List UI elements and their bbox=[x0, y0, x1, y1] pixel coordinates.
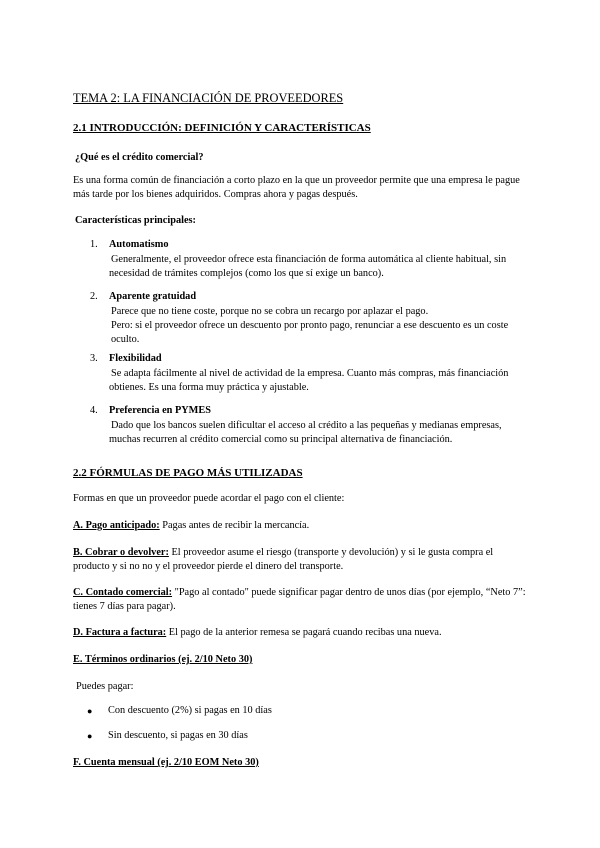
feature-description: Dado que los bancos suelen dificultar el acceso al crédito a las pequeñas y medianas empresas, muchas recurren al crédito comercial como su principal alternativa de financiación. bbox=[109, 420, 502, 445]
payment-option bbox=[73, 586, 528, 614]
feature-number: 3. bbox=[90, 353, 98, 364]
feature-title: Aparente gratuidad bbox=[109, 291, 197, 302]
payment-option-label: A. Pago anticipado: bbox=[73, 520, 160, 531]
features-label: Características principales: bbox=[75, 215, 196, 226]
bullet-item: Con descuento (2%) si pagas en 10 días bbox=[108, 705, 272, 716]
payment-option-label: B. Cobrar o devolver: bbox=[73, 547, 169, 558]
feature-description: Se adapta fácilmente al nivel de actividad de la empresa. Cuanto más compras, más financiación obtienes. Es una forma muy práctica y ajustable. bbox=[109, 368, 509, 393]
feature-description: Parece que no tiene coste, porque no se cobra un recargo por aplazar el pago. bbox=[111, 306, 429, 317]
payment-option-text: "Pago al contado" puede significar pagar dentro de unos días (por ejemplo, “Neto 7”: tienes 7 días para pagar). bbox=[73, 587, 526, 612]
payment-option bbox=[73, 546, 528, 574]
feature-title: Flexibilidad bbox=[109, 353, 162, 364]
payment-option-text: Pagas antes de recibir la mercancía. bbox=[159, 520, 310, 531]
feature-description: Pero: si el proveedor ofrece un descuento por pronto pago, renunciar a ese descuento es un coste oculto. bbox=[111, 320, 509, 345]
payment-option bbox=[73, 519, 528, 533]
ordinary-terms-heading: E. Términos ordinarios (ej. 2/10 Neto 30) bbox=[73, 654, 253, 665]
monthly-account-heading: F. Cuenta mensual (ej. 2/10 EOM Neto 30) bbox=[73, 757, 259, 768]
payment-option-text: El pago de la anterior remesa se pagará cuando recibas una nueva. bbox=[166, 627, 442, 638]
section-heading-introduccion: 2.1 INTRODUCCIÓN: DEFINICIÓN Y CARACTERÍSTICAS bbox=[73, 122, 371, 134]
document-title: TEMA 2: LA FINANCIACIÓN DE PROVEEDORES bbox=[73, 91, 344, 105]
payment-option-label: D. Factura a factura: bbox=[73, 627, 167, 638]
definition-paragraph: Es una forma común de financiación a corto plazo en la que un proveedor permite que una empresa le pague más tarde por los bienes adquiridos. Compras ahora y pagas después. bbox=[73, 175, 520, 200]
bullet-icon: ● bbox=[87, 731, 93, 741]
payment-intro: Formas en que un proveedor puede acordar el pago con el cliente: bbox=[73, 493, 345, 504]
payment-option-label: C. Contado comercial: bbox=[73, 587, 173, 598]
feature-number: 1. bbox=[90, 239, 98, 250]
question-heading: ¿Qué es el crédito comercial? bbox=[75, 152, 204, 163]
feature-title: Preferencia en PYMES bbox=[109, 405, 211, 416]
feature-description: Generalmente, el proveedor ofrece esta financiación de forma automática al cliente habitual, sin necesidad de trámites complejos (como los que sí exige un banco). bbox=[109, 254, 507, 279]
bullet-item: Sin descuento, si pagas en 30 días bbox=[108, 730, 248, 741]
feature-number: 2. bbox=[90, 291, 98, 302]
feature-title: Automatismo bbox=[109, 239, 169, 250]
payment-option bbox=[73, 626, 528, 640]
ordinary-terms-lead: Puedes pagar: bbox=[76, 681, 134, 692]
feature-number: 4. bbox=[90, 405, 98, 416]
bullet-icon: ● bbox=[87, 706, 93, 716]
section-heading-formulas: 2.2 FÓRMULAS DE PAGO MÁS UTILIZADAS bbox=[73, 467, 303, 479]
payment-option-text: El proveedor asume el riesgo (transporte y devolución) y si le gusta compra el producto y si no no y el proveedor pierde el dinero del transporte. bbox=[73, 547, 494, 572]
